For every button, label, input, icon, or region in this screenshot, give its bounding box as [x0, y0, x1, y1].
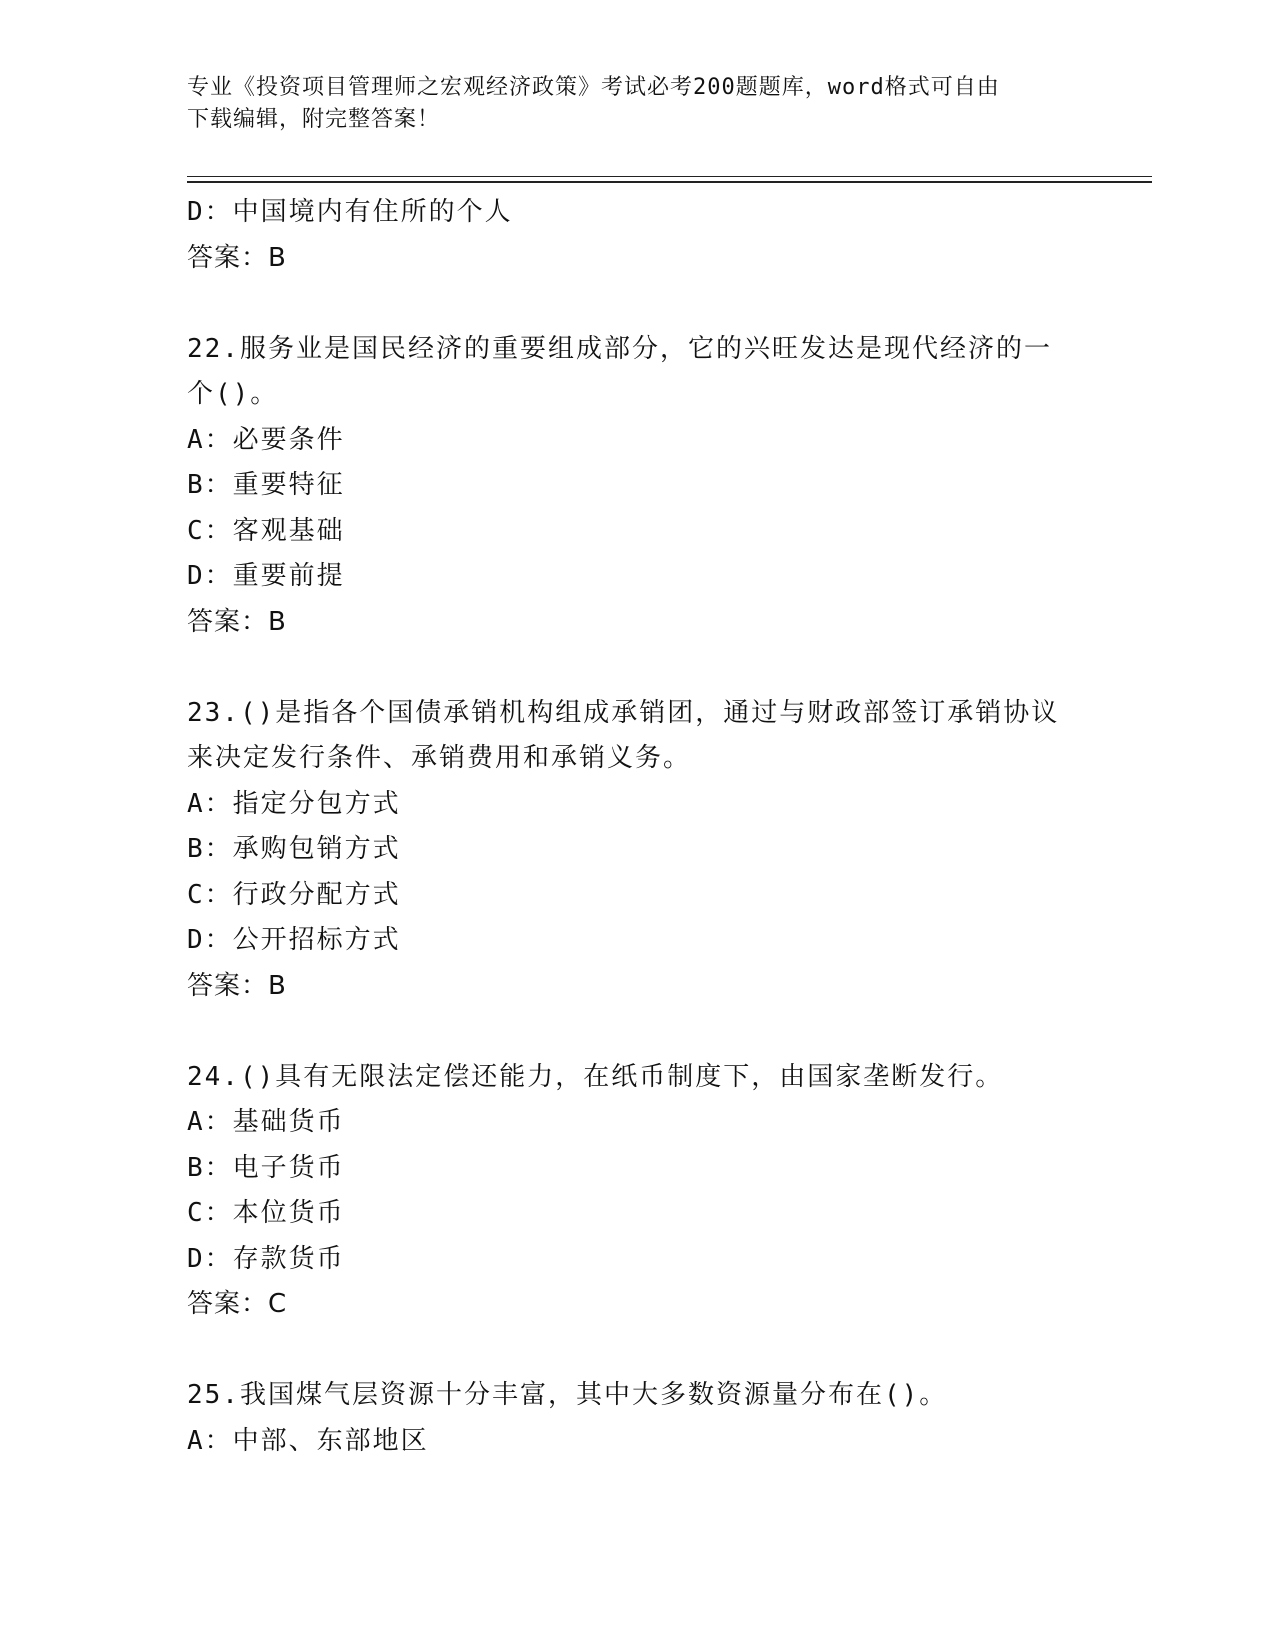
answer-line: 答案：C	[187, 1289, 288, 1319]
option-b: B：承购包销方式	[187, 834, 401, 864]
option-c: C：客观基础	[187, 515, 345, 546]
document-header	[187, 72, 1067, 136]
question-block-24	[187, 1055, 1087, 1328]
header-line-1: 专业《投资项目管理师之宏观经济政策》考试必考200题题库，word格式可自由	[187, 75, 1000, 100]
question-text-continued: 个()。	[187, 379, 279, 409]
answer-line: 答案：B	[187, 970, 287, 1001]
question-text-continued: 来决定发行条件、承销费用和承销义务。	[187, 743, 692, 773]
option-d: D：重要前提	[187, 561, 345, 591]
option-d: D：公开招标方式	[187, 925, 401, 955]
question-block-23	[187, 691, 1087, 1010]
question-text: 22.服务业是国民经济的重要组成部分，它的兴旺发达是现代经济的一	[187, 333, 1052, 364]
question-block-21	[187, 190, 1087, 281]
option-b: B：电子货币	[187, 1152, 345, 1183]
option-d: D：存款货币	[187, 1243, 345, 1274]
option-b: B：重要特征	[187, 470, 345, 500]
option-c: C：本位货币	[187, 1198, 345, 1228]
header-line-2: 下载编辑，附完整答案！	[187, 107, 441, 132]
question-text: 23.()是指各个国债承销机构组成承销团，通过与财政部签订承销协议	[187, 697, 1060, 728]
answer-line: 答案：B	[187, 606, 287, 637]
document-body	[187, 190, 1087, 1464]
option-a: A：中部、东部地区	[187, 1425, 429, 1456]
option-a: A：指定分包方式	[187, 788, 401, 819]
header-rule-thin	[187, 176, 1152, 177]
question-block-22	[187, 327, 1087, 646]
answer-line: 答案：B	[187, 242, 287, 273]
option-d: D：中国境内有住所的个人	[187, 197, 513, 227]
question-text: 25.我国煤气层资源十分丰富，其中大多数资源量分布在()。	[187, 1380, 948, 1410]
option-a: A：基础货币	[187, 1107, 345, 1137]
header-rule-thick	[187, 181, 1152, 183]
option-c: C：行政分配方式	[187, 879, 401, 910]
option-a: A：必要条件	[187, 424, 345, 455]
question-block-25	[187, 1373, 1087, 1464]
question-text: 24.()具有无限法定偿还能力，在纸币制度下，由国家垄断发行。	[187, 1061, 1004, 1092]
